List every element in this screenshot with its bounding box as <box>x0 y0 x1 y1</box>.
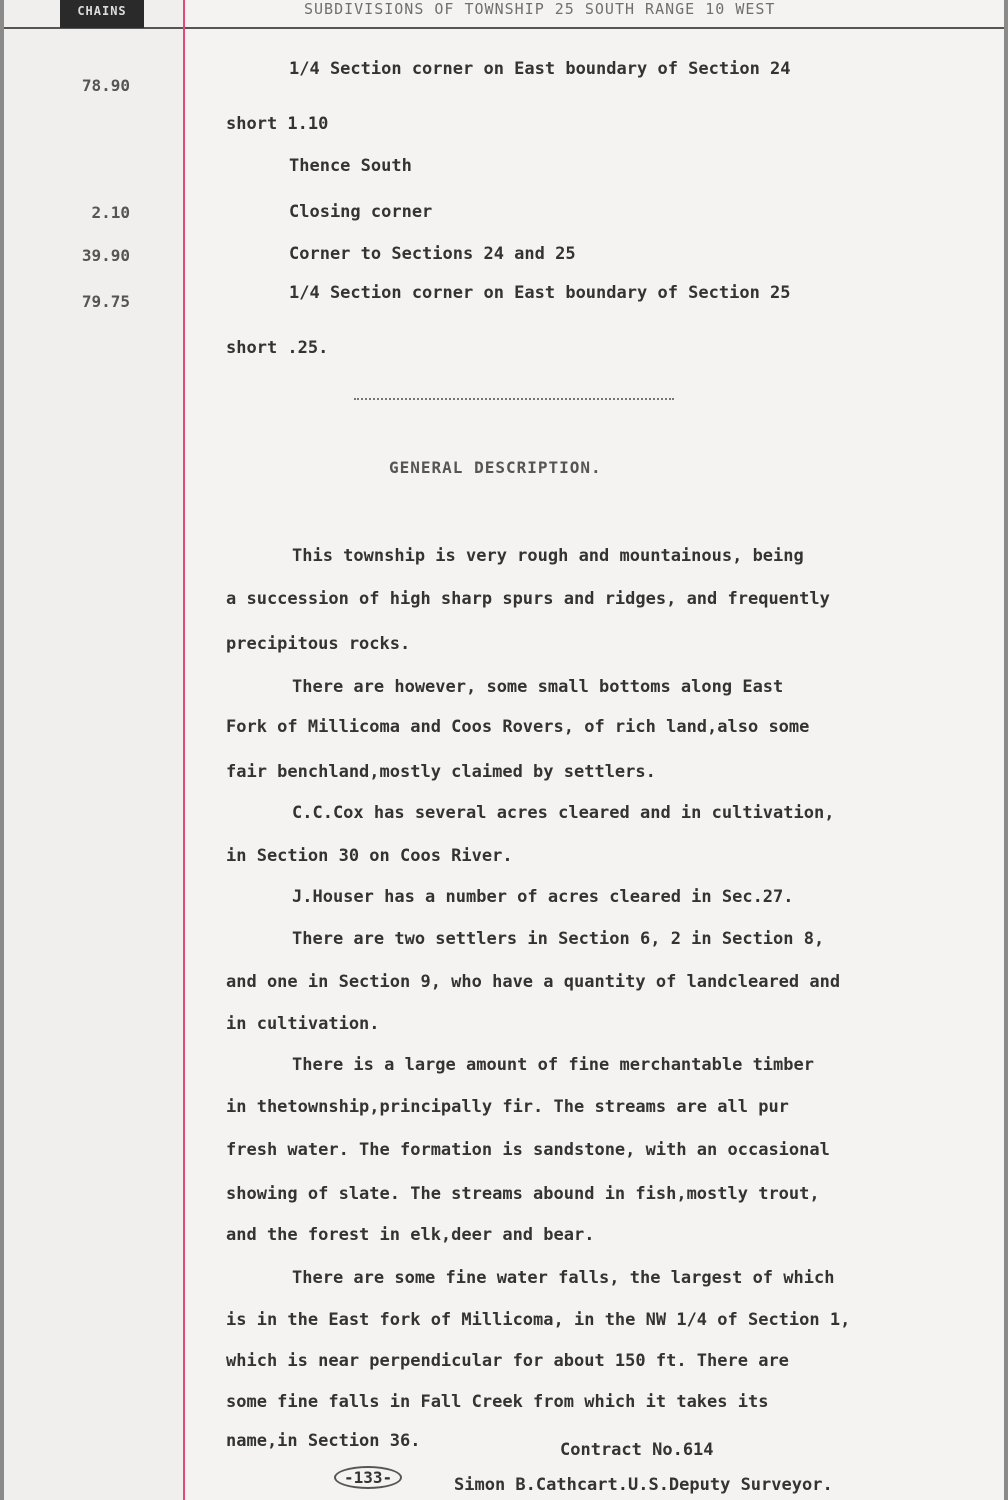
section-divider <box>354 398 674 400</box>
description-line: fresh water. The formation is sandstone, with an occasional <box>226 1140 830 1160</box>
chain-column <box>4 0 186 1500</box>
section-title: GENERAL DESCRIPTION. <box>389 458 602 477</box>
description-line: J.Houser has a number of acres cleared in Sec.27. <box>292 887 794 907</box>
contract-number: Contract No.614 <box>560 1440 714 1460</box>
description-line: which is near perpendicular for about 150 ft. There are <box>226 1351 789 1371</box>
page-number: -133- <box>334 1466 402 1489</box>
description-line: in Section 30 on Coos River. <box>226 846 513 866</box>
description-line: Fork of Millicoma and Coos Rovers, of rich land,also some <box>226 717 810 737</box>
description-line: fair benchland,mostly claimed by settlers. <box>226 762 656 782</box>
survey-line: short .25. <box>226 338 329 358</box>
survey-line: Corner to Sections 24 and 25 <box>289 244 576 264</box>
description-line: There are however, some small bottoms along East <box>292 677 784 697</box>
description-line: There are two settlers in Section 6, 2 in Section 8, <box>292 929 825 949</box>
chain-value: 39.90 <box>81 246 130 265</box>
header-rule <box>4 27 1004 29</box>
survey-line: 1/4 Section corner on East boundary of Section 24 <box>289 59 791 79</box>
margin-rule <box>183 0 185 1500</box>
chain-value: 2.10 <box>91 203 130 222</box>
description-line: C.C.Cox has several acres cleared and in cultivation, <box>292 803 835 823</box>
description-line: is in the East fork of Millicoma, in the NW 1/4 of Section 1, <box>226 1310 851 1330</box>
survey-line: 1/4 Section corner on East boundary of Section 25 <box>289 283 791 303</box>
chain-value: 78.90 <box>81 76 130 95</box>
survey-line: Thence South <box>289 156 412 176</box>
description-line: and the forest in elk,deer and bear. <box>226 1225 595 1245</box>
page-heading: SUBDIVISIONS OF TOWNSHIP 25 SOUTH RANGE 10 WEST <box>304 0 776 18</box>
surveyor-signature: Simon B.Cathcart.U.S.Deputy Surveyor. <box>454 1475 833 1495</box>
description-line: precipitous rocks. <box>226 634 411 654</box>
description-line: a succession of high sharp spurs and ridges, and frequently <box>226 589 830 609</box>
survey-line: Closing corner <box>289 202 433 222</box>
description-line: This township is very rough and mountainous, being <box>292 546 804 566</box>
description-line: showing of slate. The streams abound in fish,mostly trout, <box>226 1184 820 1204</box>
survey-line: short 1.10 <box>226 114 329 134</box>
column-header: CHAINS <box>60 0 144 28</box>
description-line: some fine falls in Fall Creek from which it takes its <box>226 1392 769 1412</box>
description-line: in thetownship,principally fir. The streams are all pur <box>226 1097 789 1117</box>
description-line: in cultivation. <box>226 1014 380 1034</box>
description-line: and one in Section 9, who have a quantity of landcleared and <box>226 972 841 992</box>
description-line: There is a large amount of fine merchantable timber <box>292 1055 814 1075</box>
description-line: There are some fine water falls, the largest of which <box>292 1268 835 1288</box>
chain-value: 79.75 <box>81 292 130 311</box>
description-line: name,in Section 36. <box>226 1431 421 1451</box>
document-page <box>4 0 1004 1500</box>
